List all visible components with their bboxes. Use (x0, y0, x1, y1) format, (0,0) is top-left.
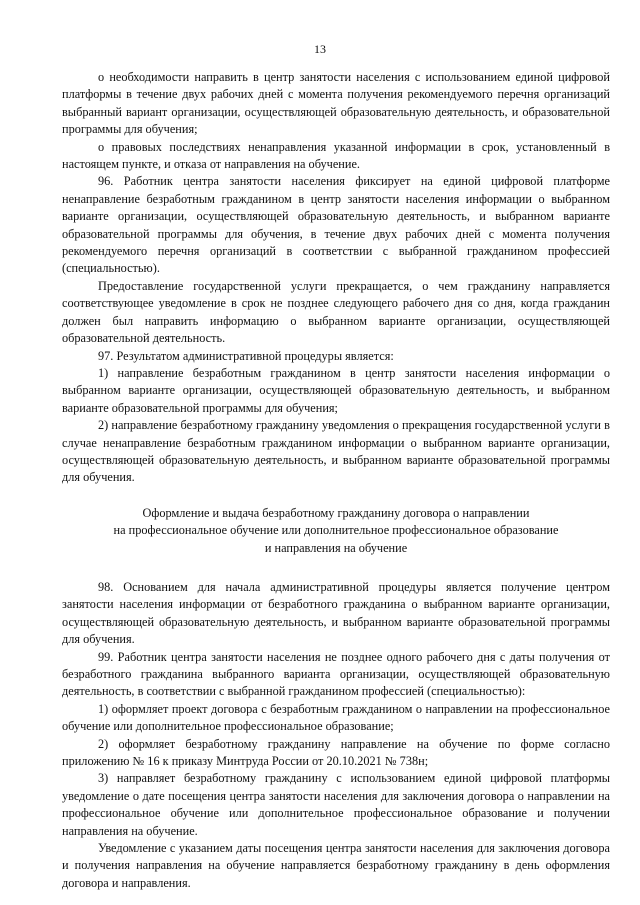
paragraph: о необходимости направить в центр занятости населения с использованием единой цифровой платформы в течение двух рабочих дней с момента получения рекомендуемого перечня организаций выбранный вариант организации, осуществляющей образовательную деятельность, и образовательной программы для обучения; (62, 70, 610, 137)
paragraph: 2) направление безработному гражданину уведомления о прекращения государственной услуги в случае ненаправление безработным гражданином информации о выбранном варианте организации, осуществляющей образовательную деятельность, и выбранном варианте образовательной программы для обучения. (62, 418, 610, 485)
paragraph: 2) оформляет безработному гражданину направление на обучение по форме согласно приложению № 16 к приказу Минтруда России от 20.10.2021 № 738н; (62, 736, 610, 769)
paragraph: 1) направление безработным гражданином в центр занятости населения информации о выбранном варианте организации, осуществляющей образовательную деятельность, и выбранном варианте образовательной программы для обучения; (62, 365, 610, 415)
section-heading-line: на профессиональное обучение или дополнительное профессиональное образование (113, 523, 559, 538)
paragraph: 99. Работник центра занятости населения не позднее одного рабочего дня с даты получения от безработного гражданина выбранного варианта организации, осуществляющей образовательную деятельность, в соответствии с выбранной гражданином профессией (специальностью): (62, 649, 610, 699)
document-body (62, 69, 610, 892)
paragraph: 1) оформляет проект договора с безработным гражданином о направлении на профессиональное обучение или дополнительное профессиональное образование; (62, 701, 610, 734)
paragraph: 96. Работник центра занятости населения фиксирует на единой цифровой платформе ненаправление безработным гражданином в центр занятости населения информации о выбранном варианте организации, осуществляющей образовательную деятельность, и выбранном варианте образовательной программы для обучения, в течение двух рабочих дней с момента получения рекомендуемого перечня организаций в соответствии с выбранной гражданином профессией (специальностью). (62, 174, 610, 276)
page-number: 13 (314, 42, 326, 56)
paragraph: 3) направляет безработному гражданину с использованием единой цифровой платформы уведомление о дате посещения центра занятости населения для заключения договора о направлении на профессиональное обучение или дополнительное профессиональное образование и получении направления на обучение. (62, 771, 610, 838)
paragraph: Предоставление государственной услуги прекращается, о чем гражданину направляется соответствующее уведомление в срок не позднее следующего рабочего дня со дня, когда гражданин должен был направить информацию о выбранном варианте организации, осуществляющей образовательной деятельность. (62, 278, 610, 346)
paragraph: Уведомление с указанием даты посещения центра занятости населения для заключения договора и получения направления на обучение направляется безработному гражданину в день оформления договора и направления. (62, 841, 610, 890)
paragraph: 97. Результатом административной процедуры является: (98, 348, 394, 363)
paragraph: о правовых последствиях ненаправления указанной информации в срок, установленный в настоящем пункте, и отказа от направления на обучение. (62, 139, 610, 172)
section-heading-line: Оформление и выдача безработному гражданину договора о направлении (142, 505, 530, 520)
section-heading (62, 505, 610, 557)
paragraph: 98. Основанием для начала административной процедуры является получение центром занятости населения информации от безработного гражданина о выбранном варианте организации, осуществляющей образовательную деятельность, и выбранном варианте образовательной программы для обучения. (62, 579, 610, 647)
section-heading-line: и направления на обучение (264, 540, 408, 555)
